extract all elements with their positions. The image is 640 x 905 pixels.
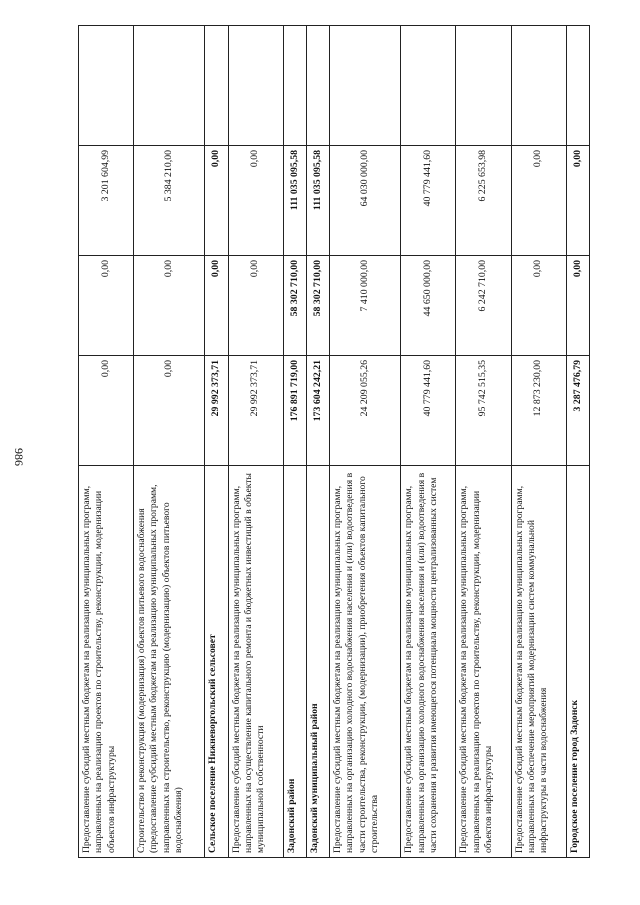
table-row bbox=[329, 26, 400, 858]
row-value-2: 58 302 710,00 bbox=[306, 256, 329, 356]
row-label: Предоставление субсидий местным бюджетам на реализацию муниципальных программ, направленных на осуществление капитального ремонта и бюджетных инвестиций в объекты муниципальной собственности bbox=[228, 466, 283, 858]
row-value-3: 64 030 000,00 bbox=[329, 146, 400, 256]
row-empty-cell bbox=[205, 26, 228, 146]
row-value-3: 111 035 095,58 bbox=[283, 146, 306, 256]
row-value-1: 0,00 bbox=[79, 356, 134, 466]
table-row bbox=[134, 26, 205, 858]
row-value-2: 0,00 bbox=[205, 256, 228, 356]
row-label: Задонский муниципальный район bbox=[306, 466, 329, 858]
row-value-2: 58 302 710,00 bbox=[283, 256, 306, 356]
row-value-1: 12 873 230,00 bbox=[511, 356, 566, 466]
row-empty-cell bbox=[456, 26, 511, 146]
table-row bbox=[456, 26, 511, 858]
row-empty-cell bbox=[401, 26, 456, 146]
table-row bbox=[566, 26, 589, 858]
table-row bbox=[306, 26, 329, 858]
row-label: Сельское поселение Нижневоргольский сельсовет bbox=[205, 466, 228, 858]
table-row bbox=[401, 26, 456, 858]
table-row bbox=[283, 26, 306, 858]
row-label: Строительство и реконструкция (модернизация) объектов питьевого водоснабжения (предоставление субсидий местным бюджетам на реализацию муниципальных программ, направленных на строительство, реконструкцию (модернизацию) объектов питьевого водоснабжения) bbox=[134, 466, 205, 858]
row-value-3: 5 384 210,00 bbox=[134, 146, 205, 256]
row-empty-cell bbox=[566, 26, 589, 146]
row-value-3: 6 225 653,98 bbox=[456, 146, 511, 256]
row-value-1: 3 287 476,79 bbox=[566, 356, 589, 466]
row-value-3: 40 779 441,60 bbox=[401, 146, 456, 256]
row-value-3: 3 201 604,99 bbox=[79, 146, 134, 256]
row-value-2: 0,00 bbox=[79, 256, 134, 356]
rotated-table-container bbox=[78, 26, 590, 858]
row-empty-cell bbox=[79, 26, 134, 146]
row-empty-cell bbox=[511, 26, 566, 146]
row-value-1: 40 779 441,60 bbox=[401, 356, 456, 466]
row-label: Предоставление субсидий местным бюджетам на реализацию муниципальных программ, направленных на реализацию проектов по строительству, реконструкции, модернизации объектов инфраструктуры bbox=[79, 466, 134, 858]
row-empty-cell bbox=[306, 26, 329, 146]
row-value-2: 6 242 710,00 bbox=[456, 256, 511, 356]
row-value-3: 0,00 bbox=[205, 146, 228, 256]
row-value-1: 29 992 373,71 bbox=[205, 356, 228, 466]
table-row bbox=[511, 26, 566, 858]
row-empty-cell bbox=[283, 26, 306, 146]
row-value-2: 0,00 bbox=[134, 256, 205, 356]
row-value-1: 95 742 515,35 bbox=[456, 356, 511, 466]
row-value-1: 0,00 bbox=[134, 356, 205, 466]
row-value-3: 0,00 bbox=[566, 146, 589, 256]
row-value-3: 0,00 bbox=[228, 146, 283, 256]
row-empty-cell bbox=[228, 26, 283, 146]
row-empty-cell bbox=[329, 26, 400, 146]
row-label: Задонский район bbox=[283, 466, 306, 858]
row-label: Предоставление субсидий местным бюджетам на реализацию муниципальных программ, направленных на обеспечение мероприятий модернизации систем коммунальной инфраструктуры в части водоснабжения bbox=[511, 466, 566, 858]
row-value-3: 111 035 095,58 bbox=[306, 146, 329, 256]
subsidy-table bbox=[78, 25, 590, 858]
table-row bbox=[205, 26, 228, 858]
row-value-1: 29 992 373,71 bbox=[228, 356, 283, 466]
row-value-1: 24 209 055,26 bbox=[329, 356, 400, 466]
row-value-2: 7 410 000,00 bbox=[329, 256, 400, 356]
page-number: 986 bbox=[12, 448, 26, 466]
row-empty-cell bbox=[134, 26, 205, 146]
row-value-1: 176 891 719,00 bbox=[283, 356, 306, 466]
row-label: Городское поселение город Задонск bbox=[566, 466, 589, 858]
row-value-2: 44 650 000,00 bbox=[401, 256, 456, 356]
row-value-2: 0,00 bbox=[228, 256, 283, 356]
table-row bbox=[228, 26, 283, 858]
table-row bbox=[79, 26, 134, 858]
row-value-3: 0,00 bbox=[511, 146, 566, 256]
row-label: Предоставление субсидий местным бюджетам на реализацию муниципальных программ, направленных на реализацию проектов по строительству, реконструкции, модернизации объектов инфраструктуры bbox=[456, 466, 511, 858]
row-value-2: 0,00 bbox=[511, 256, 566, 356]
subsidy-table-body bbox=[79, 26, 590, 858]
row-label: Предоставление субсидий местным бюджетам на реализацию муниципальных программ, направленных на организацию холодного водоснабжения населения и (или) водоотведения в части сохранения и развития имеющегося потенциала мощности централизованных систем bbox=[401, 466, 456, 858]
row-label: Предоставление субсидий местным бюджетам на реализацию муниципальных программ, направленных на организацию холодного водоснабжения населения и (или) водоотведения в части строительства, реконструкции, (модернизации), приобретения объектов капитального строительства bbox=[329, 466, 400, 858]
row-value-2: 0,00 bbox=[566, 256, 589, 356]
row-value-1: 173 604 242,21 bbox=[306, 356, 329, 466]
